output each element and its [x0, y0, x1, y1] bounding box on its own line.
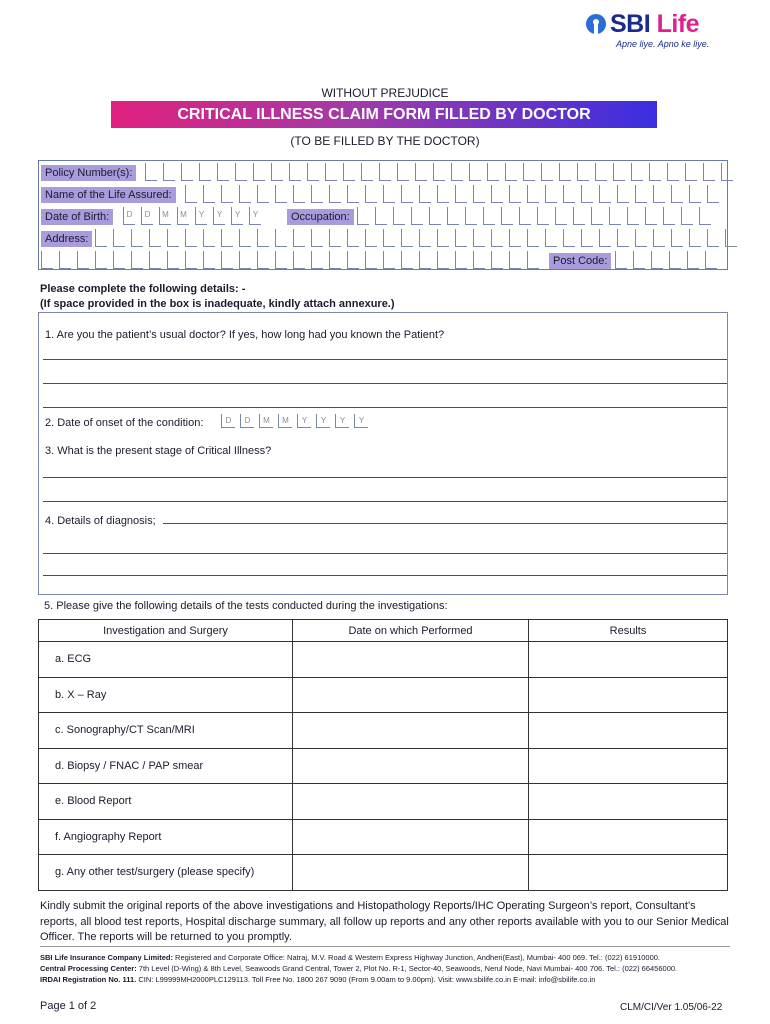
input-cell[interactable] [685, 163, 697, 181]
input-cell[interactable] [437, 251, 449, 269]
table-row [39, 855, 728, 891]
input-cell[interactable] [545, 185, 557, 203]
input-cell[interactable] [455, 229, 467, 247]
input-cell[interactable] [635, 185, 647, 203]
input-cell[interactable] [95, 229, 107, 247]
address-label: Address: [41, 231, 92, 247]
input-cell[interactable] [383, 229, 395, 247]
results-cell[interactable] [529, 748, 728, 784]
input-cell[interactable] [703, 163, 715, 181]
investigation-name: a. ECG [39, 642, 293, 678]
submission-note: Kindly submit the original reports of the above investigations and Histopathology Reports/IHC Operating Surgeon’s report, Consultant’s reports, all blood test reports, Hospital discharge summary, all follow up reports and any other reports available with you to our Senior Medical Officer. The reports will be returned to you promptly. [40, 900, 729, 943]
input-cell[interactable]: Y [316, 414, 330, 428]
input-cell[interactable]: M [259, 414, 273, 428]
input-cell[interactable] [669, 251, 681, 269]
table-row [39, 677, 728, 713]
input-cell[interactable] [491, 185, 503, 203]
input-cell[interactable] [289, 163, 301, 181]
date-performed-cell[interactable] [293, 642, 529, 678]
input-cell[interactable] [365, 185, 377, 203]
input-cell[interactable] [77, 251, 89, 269]
input-cell[interactable] [365, 251, 377, 269]
sbi-keyhole-icon [586, 14, 606, 34]
input-cell[interactable] [257, 229, 269, 247]
input-cell[interactable] [293, 185, 305, 203]
input-cell[interactable] [203, 229, 215, 247]
input-cell[interactable] [329, 251, 341, 269]
input-cell[interactable] [581, 229, 593, 247]
input-cell[interactable] [433, 163, 445, 181]
input-cell[interactable]: Y [297, 414, 311, 428]
input-cell[interactable] [667, 163, 679, 181]
investigation-name: d. Biopsy / FNAC / PAP smear [39, 748, 293, 784]
input-cell[interactable]: D [240, 414, 254, 428]
input-cell[interactable] [357, 207, 369, 225]
input-cell[interactable] [239, 229, 251, 247]
instructions-line1: Please complete the following details: - [40, 283, 246, 295]
input-cell[interactable] [523, 163, 535, 181]
input-cell[interactable] [149, 251, 161, 269]
input-cell[interactable] [469, 163, 481, 181]
date-performed-cell[interactable] [293, 713, 529, 749]
input-cell[interactable] [257, 251, 269, 269]
input-cell[interactable] [113, 251, 125, 269]
logo-text: SBI Life [610, 10, 700, 38]
input-cell[interactable] [401, 229, 413, 247]
input-cell[interactable]: D [123, 207, 135, 225]
input-cell[interactable] [613, 163, 625, 181]
input-cell[interactable] [429, 207, 441, 225]
input-cell[interactable] [505, 163, 517, 181]
input-cell[interactable] [393, 207, 405, 225]
policy-number-label: Policy Number(s): [41, 165, 136, 181]
policy-number-field[interactable] [145, 163, 739, 181]
address-line: SBI Life Insurance Company Limited: Registered and Corporate Office: Natraj, M.V. Road & Western Express Highway Junction, Andheri(East), Mumbai- 400 069. Tel.: (022) 61910000. [40, 953, 661, 962]
input-cell[interactable] [347, 251, 359, 269]
input-cell[interactable]: Y [213, 207, 225, 225]
question-4: 4. Details of diagnosis; [45, 515, 156, 527]
input-cell[interactable] [527, 185, 539, 203]
input-cell[interactable] [253, 163, 265, 181]
input-cell[interactable] [397, 163, 409, 181]
input-cell[interactable] [563, 229, 575, 247]
input-cell[interactable] [437, 185, 449, 203]
input-cell[interactable] [651, 251, 663, 269]
input-cell[interactable] [725, 229, 737, 247]
input-cell[interactable] [615, 251, 627, 269]
input-cell[interactable] [599, 185, 611, 203]
input-cell[interactable] [663, 207, 675, 225]
results-cell[interactable] [529, 855, 728, 891]
input-cell[interactable] [455, 251, 467, 269]
policy-info-box [38, 160, 728, 270]
investigation-name: f. Angiography Report [39, 819, 293, 855]
input-cell[interactable]: D [141, 207, 153, 225]
dob-field[interactable] [123, 207, 267, 225]
input-cell[interactable] [239, 185, 251, 203]
input-cell[interactable] [329, 229, 341, 247]
column-header: Results [529, 620, 728, 642]
input-cell[interactable] [577, 163, 589, 181]
input-cell[interactable] [451, 163, 463, 181]
input-cell[interactable] [491, 229, 503, 247]
form-subtitle: (TO BE FILLED BY THE DOCTOR) [290, 134, 480, 148]
input-cell[interactable] [145, 163, 157, 181]
input-cell[interactable] [501, 207, 513, 225]
input-cell[interactable] [653, 229, 665, 247]
date-performed-cell[interactable] [293, 819, 529, 855]
questions-box [38, 312, 728, 595]
input-cell[interactable] [41, 251, 53, 269]
answer-line[interactable] [43, 575, 727, 576]
input-cell[interactable] [221, 251, 233, 269]
name-label: Name of the Life Assured: [41, 187, 176, 203]
column-header: Date on which Performed [293, 620, 529, 642]
input-cell[interactable] [689, 229, 701, 247]
investigation-name: g. Any other test/surgery (please specify) [39, 855, 293, 891]
input-cell[interactable] [689, 185, 701, 203]
input-cell[interactable] [221, 185, 233, 203]
date-performed-cell[interactable] [293, 855, 529, 891]
input-cell[interactable] [307, 163, 319, 181]
address-field-line1[interactable] [95, 229, 743, 247]
input-cell[interactable] [329, 185, 341, 203]
input-cell[interactable]: Y [335, 414, 349, 428]
input-cell[interactable] [437, 229, 449, 247]
input-cell[interactable] [707, 185, 719, 203]
results-cell[interactable] [529, 677, 728, 713]
input-cell[interactable] [563, 185, 575, 203]
input-cell[interactable] [705, 251, 717, 269]
input-cell[interactable] [149, 229, 161, 247]
question-2: 2. Date of onset of the condition: [45, 417, 204, 429]
page-number: Page 1 of 2 [40, 1000, 97, 1012]
input-cell[interactable] [527, 229, 539, 247]
input-cell[interactable]: M [159, 207, 171, 225]
input-cell[interactable] [239, 251, 251, 269]
input-cell[interactable] [419, 185, 431, 203]
input-cell[interactable] [95, 251, 107, 269]
company-address [40, 952, 740, 985]
investigations-table [38, 619, 728, 891]
input-cell[interactable]: Y [231, 207, 243, 225]
occupation-field[interactable] [357, 207, 717, 225]
input-cell[interactable] [671, 185, 683, 203]
input-cell[interactable] [401, 251, 413, 269]
input-cell[interactable] [185, 251, 197, 269]
post-code-field[interactable] [615, 251, 723, 269]
input-cell[interactable] [581, 185, 593, 203]
without-prejudice: WITHOUT PREJUDICE [321, 86, 449, 100]
input-cell[interactable] [635, 229, 647, 247]
input-cell[interactable] [185, 185, 197, 203]
date-performed-cell[interactable] [293, 748, 529, 784]
input-cell[interactable] [163, 163, 175, 181]
divider [40, 946, 730, 947]
input-cell[interactable] [617, 185, 629, 203]
table-row [39, 784, 728, 820]
input-cell[interactable] [167, 251, 179, 269]
input-cell[interactable] [217, 163, 229, 181]
input-cell[interactable] [541, 163, 553, 181]
input-cell[interactable] [401, 185, 413, 203]
input-cell[interactable]: Y [354, 414, 368, 428]
input-cell[interactable] [699, 207, 711, 225]
address-line: Central Processing Center: 7th Level (D-Wing) & 8th Level, Seawoods Grand Central, Tower 2, Plot No. R-1, Sector-40, Seawoods, Nerul Node, Navi Mumbai- 400 706. Tel.: (022) 66456000. [40, 964, 678, 973]
input-cell[interactable] [649, 163, 661, 181]
answer-line[interactable] [43, 407, 727, 408]
input-cell[interactable] [473, 229, 485, 247]
date-performed-cell[interactable] [293, 784, 529, 820]
answer-line[interactable] [43, 477, 727, 478]
input-cell[interactable] [383, 185, 395, 203]
question-5: 5. Please give the following details of the tests conducted during the investigations: [44, 600, 448, 612]
input-cell[interactable] [293, 229, 305, 247]
input-cell[interactable] [257, 185, 269, 203]
input-cell[interactable] [491, 251, 503, 269]
input-cell[interactable] [293, 251, 305, 269]
table-header-row [39, 620, 728, 642]
instructions-line2: (If space provided in the box is inadequate, kindly attach annexure.) [40, 298, 395, 310]
input-cell[interactable] [599, 229, 611, 247]
input-cell[interactable] [509, 229, 521, 247]
results-cell[interactable] [529, 713, 728, 749]
input-cell[interactable] [419, 251, 431, 269]
input-cell[interactable] [311, 251, 323, 269]
table-row [39, 748, 728, 784]
results-cell[interactable] [529, 642, 728, 678]
input-cell[interactable] [537, 207, 549, 225]
input-cell[interactable]: M [278, 414, 292, 428]
input-cell[interactable] [653, 185, 665, 203]
input-cell[interactable] [311, 229, 323, 247]
input-cell[interactable] [221, 229, 233, 247]
input-cell[interactable] [473, 251, 485, 269]
input-cell[interactable] [721, 163, 733, 181]
address-line: IRDAI Registration No. 111. CIN: L99999MH2000PLC129113. Toll Free No. 1800 267 9090 (From 9.00am to 9.00pm). Visit: www.sbilife.co.in E-mail: info@sbilife.co.in [40, 975, 596, 984]
occupation-label: Occupation: [287, 209, 354, 225]
input-cell[interactable] [591, 207, 603, 225]
input-cell[interactable] [59, 251, 71, 269]
form-title: CRITICAL ILLNESS CLAIM FORM FILLED BY DOCTOR [111, 101, 657, 128]
input-cell[interactable] [131, 251, 143, 269]
input-cell[interactable] [555, 207, 567, 225]
input-cell[interactable] [383, 251, 395, 269]
input-cell[interactable] [361, 163, 373, 181]
input-cell[interactable] [509, 185, 521, 203]
input-cell[interactable] [631, 163, 643, 181]
sbi-life-logo [584, 10, 724, 54]
post-code-label: Post Code: [549, 253, 611, 269]
input-cell[interactable] [527, 251, 539, 269]
instructions [40, 282, 395, 312]
address-field-line2[interactable] [41, 251, 545, 269]
input-cell[interactable] [645, 207, 657, 225]
input-cell[interactable] [687, 251, 699, 269]
question-3: 3. What is the present stage of Critical Illness? [45, 445, 272, 457]
table-row [39, 713, 728, 749]
input-cell[interactable] [235, 163, 247, 181]
input-cell[interactable] [347, 229, 359, 247]
answer-line[interactable] [43, 359, 727, 360]
input-cell[interactable] [609, 207, 621, 225]
input-cell[interactable] [447, 207, 459, 225]
input-cell[interactable] [415, 163, 427, 181]
investigation-name: b. X – Ray [39, 677, 293, 713]
input-cell[interactable] [199, 163, 211, 181]
input-cell[interactable] [311, 185, 323, 203]
results-cell[interactable] [529, 819, 728, 855]
input-cell[interactable] [275, 185, 287, 203]
question-1: 1. Are you the patient’s usual doctor? If yes, how long had you known the Patient? [45, 329, 445, 341]
input-cell[interactable]: M [177, 207, 189, 225]
form-version: CLM/CI/Ver 1.05/06-22 [620, 1002, 723, 1013]
date-performed-cell[interactable] [293, 677, 529, 713]
input-cell[interactable]: Y [249, 207, 261, 225]
input-cell[interactable] [419, 229, 431, 247]
input-cell[interactable] [627, 207, 639, 225]
answer-line[interactable] [43, 383, 727, 384]
results-cell[interactable] [529, 784, 728, 820]
table-row [39, 819, 728, 855]
input-cell[interactable] [483, 207, 495, 225]
input-cell[interactable] [681, 207, 693, 225]
input-cell[interactable] [271, 163, 283, 181]
input-cell[interactable] [707, 229, 719, 247]
logo-tagline: Apne liye. Apno ke liye. [616, 39, 710, 49]
input-cell[interactable] [559, 163, 571, 181]
input-cell[interactable] [347, 185, 359, 203]
input-cell[interactable] [617, 229, 629, 247]
input-cell[interactable] [473, 185, 485, 203]
input-cell[interactable] [275, 251, 287, 269]
input-cell[interactable] [595, 163, 607, 181]
input-cell[interactable] [167, 229, 179, 247]
input-cell[interactable] [411, 207, 423, 225]
investigation-name: c. Sonography/CT Scan/MRI [39, 713, 293, 749]
investigation-name: e. Blood Report [39, 784, 293, 820]
input-cell[interactable] [671, 229, 683, 247]
input-cell[interactable] [465, 207, 477, 225]
input-cell[interactable] [343, 163, 355, 181]
input-cell[interactable] [573, 207, 585, 225]
input-cell[interactable] [113, 229, 125, 247]
input-cell[interactable] [519, 207, 531, 225]
input-cell[interactable]: Y [195, 207, 207, 225]
input-cell[interactable] [509, 251, 521, 269]
input-cell[interactable] [375, 207, 387, 225]
answer-line[interactable] [163, 523, 727, 524]
input-cell[interactable] [379, 163, 391, 181]
onset-date-field[interactable] [221, 414, 373, 428]
answer-line[interactable] [43, 553, 727, 554]
input-cell[interactable] [365, 229, 377, 247]
input-cell[interactable]: D [221, 414, 235, 428]
input-cell[interactable] [131, 229, 143, 247]
input-cell[interactable] [185, 229, 197, 247]
input-cell[interactable] [487, 163, 499, 181]
answer-line[interactable] [43, 501, 727, 502]
input-cell[interactable] [275, 229, 287, 247]
input-cell[interactable] [325, 163, 337, 181]
input-cell[interactable] [545, 229, 557, 247]
input-cell[interactable] [203, 251, 215, 269]
name-field[interactable] [185, 185, 725, 203]
input-cell[interactable] [633, 251, 645, 269]
table-row [39, 642, 728, 678]
column-header: Investigation and Surgery [39, 620, 293, 642]
input-cell[interactable] [455, 185, 467, 203]
input-cell[interactable] [203, 185, 215, 203]
dob-label: Date of Birth: [41, 209, 113, 225]
input-cell[interactable] [181, 163, 193, 181]
